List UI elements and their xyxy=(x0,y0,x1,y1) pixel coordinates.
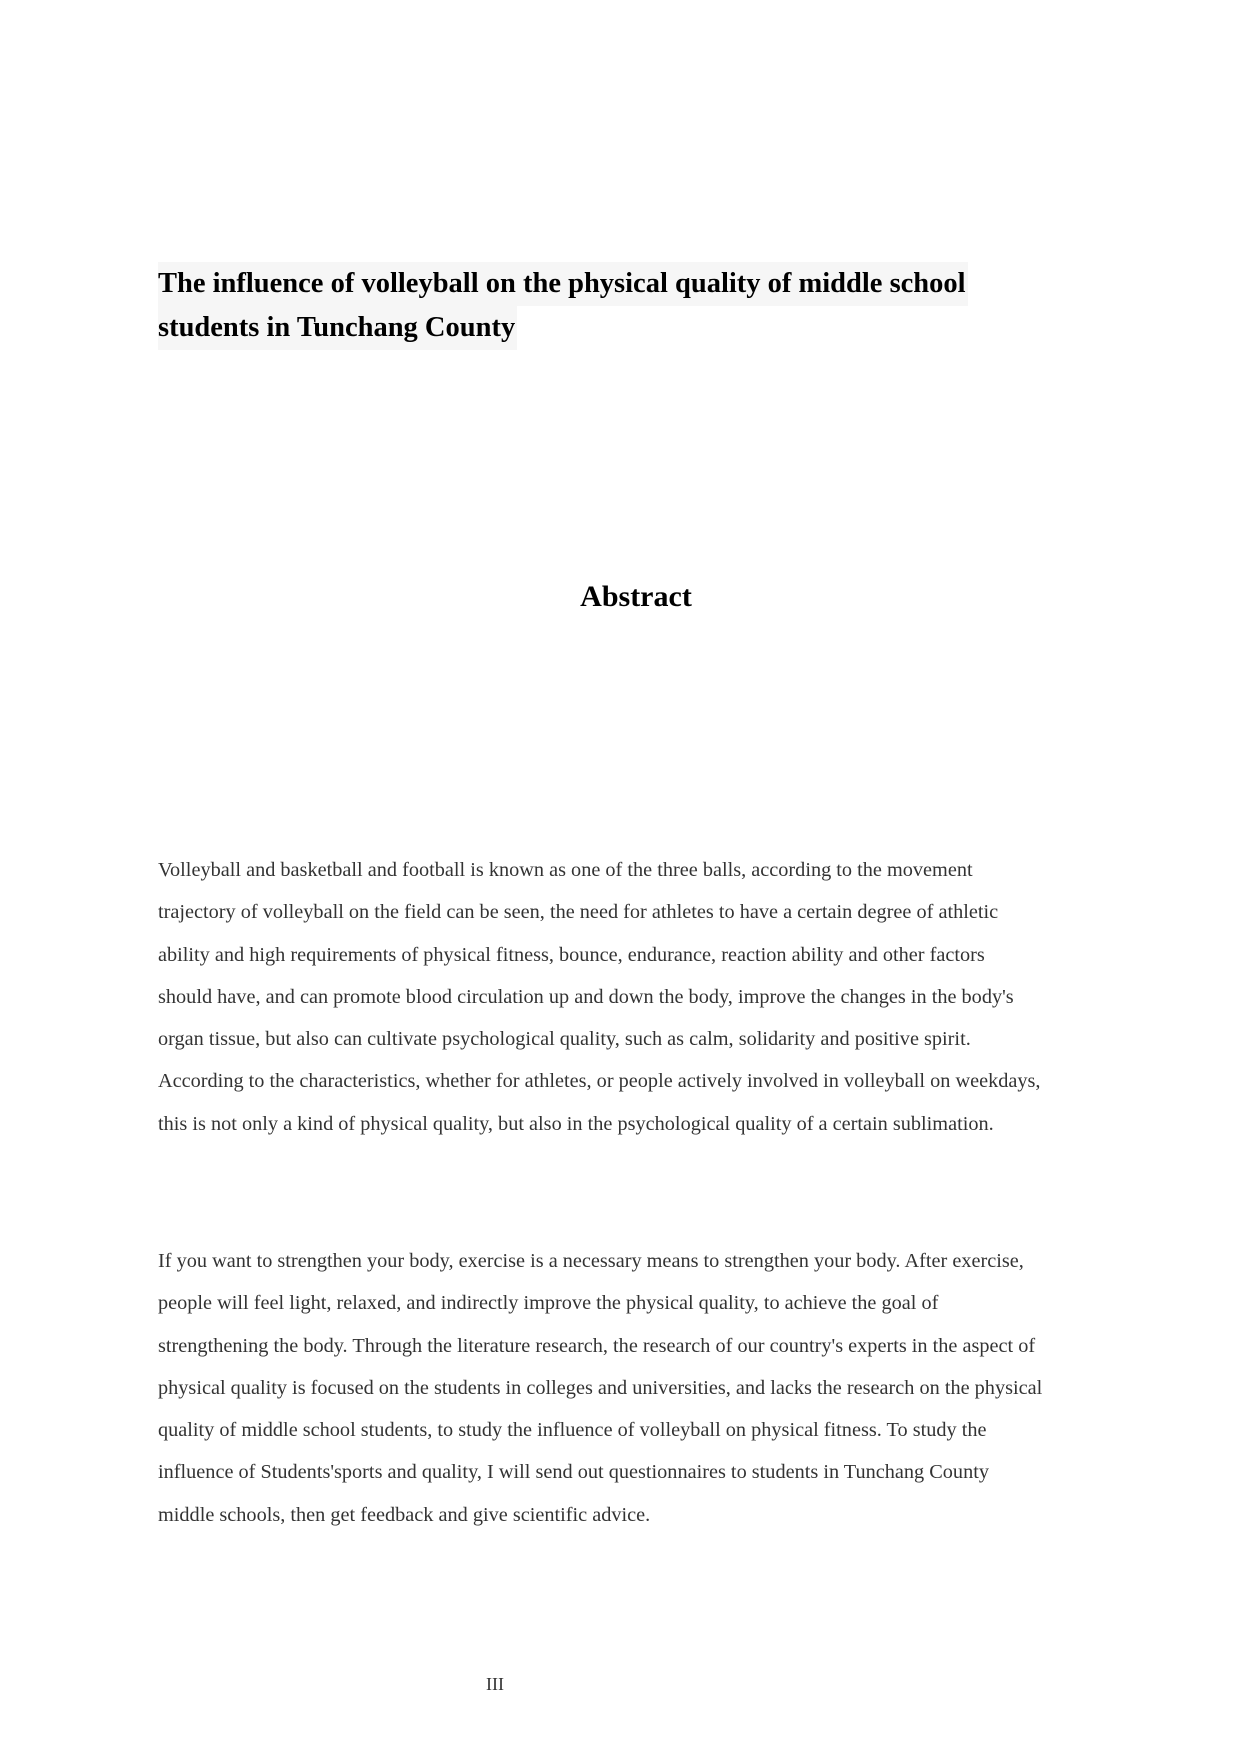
text-line: ability and high requirements of physical fitness, bounce, endurance, reaction ability and other factors xyxy=(158,943,985,966)
title-line: students in Tunchang County xyxy=(158,306,517,350)
page-number: III xyxy=(486,1674,504,1694)
title-line: The influence of volleyball on the physical quality of middle school xyxy=(158,262,968,306)
text-line: middle schools, then get feedback and give scientific advice. xyxy=(158,1503,651,1526)
abstract-heading: Abstract xyxy=(580,580,692,613)
abstract-paragraph-2 xyxy=(158,1240,1042,1536)
text-line: should have, and can promote blood circulation up and down the body, improve the changes in the body's xyxy=(158,985,1014,1008)
text-line: According to the characteristics, whether for athletes, or people actively involved in volleyball on weekdays, xyxy=(158,1070,1041,1093)
abstract-paragraph-1 xyxy=(158,849,1041,1145)
text-line: physical quality is focused on the students in colleges and universities, and lacks the research on the physical xyxy=(158,1376,1043,1399)
document-title xyxy=(158,262,968,350)
text-line: trajectory of volleyball on the field can be seen, the need for athletes to have a certain degree of athletic xyxy=(158,901,999,924)
text-line: strengthening the body. Through the literature research, the research of our country's experts in the aspect of xyxy=(158,1334,1036,1357)
text-line: Volleyball and basketball and football is known as one of the three balls, according to the movement xyxy=(158,859,973,881)
text-line: quality of middle school students, to study the influence of volleyball on physical fitness. To study the xyxy=(158,1419,987,1442)
text-line: organ tissue, but also can cultivate psychological quality, such as calm, solidarity and positive spirit. xyxy=(158,1028,971,1051)
text-line: If you want to strengthen your body, exercise is a necessary means to strengthen your body. After exercise, xyxy=(158,1250,1024,1272)
text-line: this is not only a kind of physical quality, but also in the psychological quality of a certain sublimation. xyxy=(158,1112,994,1135)
text-line: influence of Students'sports and quality, I will send out questionnaires to students in Tunchang County xyxy=(158,1461,989,1484)
text-line: people will feel light, relaxed, and indirectly improve the physical quality, to achieve the goal of xyxy=(158,1292,939,1315)
